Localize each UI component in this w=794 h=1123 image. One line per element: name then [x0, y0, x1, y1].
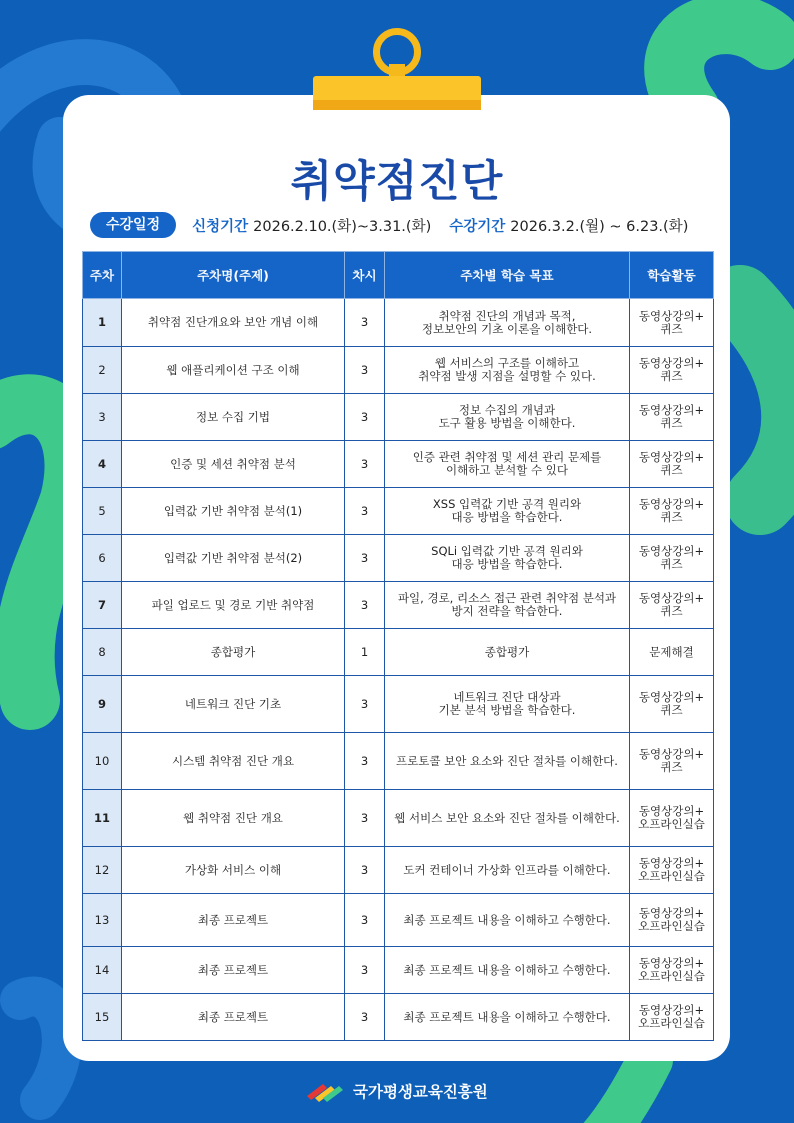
table-row	[83, 790, 714, 847]
activity-line: 퀴즈	[660, 604, 683, 618]
course-period-value: 2026.3.2.(월) ~ 6.23.(화)	[510, 218, 689, 235]
header-sessions: 차시	[345, 252, 385, 299]
week-cell: 10	[83, 733, 122, 790]
goal-line: 대응 방법을 학습한다.	[451, 557, 563, 571]
goal-line: 파일, 경로, 리소스 접근 관련 취약점 분석과	[397, 591, 617, 605]
goal-line: 네트워크 진단 대상과	[453, 690, 561, 704]
table-header-row	[83, 252, 714, 299]
goal-cell	[385, 994, 630, 1041]
activity-line: 퀴즈	[660, 463, 683, 477]
goal-cell	[385, 894, 630, 947]
activity-cell	[630, 441, 714, 488]
activity-line: 퀴즈	[660, 510, 683, 524]
week-cell: 11	[83, 790, 122, 847]
topic-cell: 시스템 취약점 진단 개요	[122, 733, 345, 790]
activity-line: 동영상강의+	[638, 1003, 705, 1017]
sessions-cell: 3	[345, 441, 385, 488]
sessions-cell: 3	[345, 947, 385, 994]
activity-cell	[630, 299, 714, 347]
table-row	[83, 582, 714, 629]
activity-line: 동영상강의+	[638, 956, 705, 970]
goal-cell	[385, 629, 630, 676]
sessions-cell: 3	[345, 790, 385, 847]
goal-line: 최종 프로젝트 내용을 이해하고 수행한다.	[403, 962, 611, 977]
goal-line: 도커 컨테이너 가상화 인프라를 이해한다.	[403, 862, 611, 877]
week-cell: 8	[83, 629, 122, 676]
goal-line: 정보보안의 기초 이론을 이해한다.	[421, 321, 593, 336]
nile-logo-icon	[305, 1080, 345, 1102]
goal-cell	[385, 488, 630, 535]
activity-line: 동영상강의+	[638, 497, 705, 511]
sessions-cell: 3	[345, 894, 385, 947]
activity-line: 동영상강의+	[638, 591, 705, 605]
goal-cell	[385, 582, 630, 629]
goal-line: 취약점 진단의 개념과 목적,	[438, 308, 576, 323]
activity-line: 퀴즈	[660, 369, 683, 383]
clip-bar-edge	[313, 100, 481, 110]
goal-line: 방지 전략을 학습한다.	[451, 604, 563, 618]
header-topic: 주차명(주제)	[122, 252, 345, 299]
activity-cell	[630, 994, 714, 1041]
goal-line: 정보 수집의 개념과	[458, 403, 556, 417]
goal-cell	[385, 441, 630, 488]
goal-cell	[385, 676, 630, 733]
footer	[305, 1076, 488, 1106]
activity-line: 오프라인실습	[638, 817, 705, 831]
goal-cell	[385, 847, 630, 894]
activity-line: 동영상강의+	[638, 544, 705, 558]
goal-line: 취약점 발생 지점을 설명할 수 있다.	[418, 369, 596, 383]
activity-line: 동영상강의+	[638, 308, 705, 323]
goal-line: 종합평가	[484, 644, 530, 659]
week-cell: 1	[83, 299, 122, 347]
topic-cell: 취약점 진단개요와 보안 개념 이해	[122, 299, 345, 347]
goal-line: 도구 활용 방법을 이해한다.	[438, 416, 576, 430]
table-row	[83, 733, 714, 790]
page-title: 취약점진단	[290, 157, 504, 207]
sessions-cell: 3	[345, 394, 385, 441]
curriculum-table	[82, 251, 714, 1041]
apply-period-value: 2026.2.10.(화)~3.31.(화)	[253, 218, 432, 235]
activity-line: 동영상강의+	[638, 856, 705, 870]
goal-cell	[385, 394, 630, 441]
week-cell: 14	[83, 947, 122, 994]
topic-cell: 최종 프로젝트	[122, 994, 345, 1041]
topic-cell: 최종 프로젝트	[122, 947, 345, 994]
activity-cell	[630, 347, 714, 394]
week-cell: 5	[83, 488, 122, 535]
week-cell: 4	[83, 441, 122, 488]
topic-cell: 웹 애플리케이션 구조 이해	[122, 347, 345, 394]
week-cell: 2	[83, 347, 122, 394]
activity-cell	[630, 847, 714, 894]
schedule-row	[90, 212, 688, 238]
goal-line: SQLi 입력값 기반 공격 원리와	[431, 544, 583, 558]
sessions-cell: 3	[345, 488, 385, 535]
activity-cell	[630, 629, 714, 676]
activity-line: 동영상강의+	[638, 906, 705, 920]
activity-line: 퀴즈	[660, 703, 683, 717]
activity-line: 퀴즈	[660, 321, 683, 336]
activity-line: 동영상강의+	[638, 356, 705, 370]
sessions-cell: 3	[345, 347, 385, 394]
topic-cell: 파일 업로드 및 경로 기반 취약점	[122, 582, 345, 629]
activity-line: 퀴즈	[660, 557, 683, 571]
sessions-cell: 3	[345, 676, 385, 733]
table-row	[83, 299, 714, 347]
goal-line: 최종 프로젝트 내용을 이해하고 수행한다.	[403, 912, 611, 927]
goal-cell	[385, 790, 630, 847]
activity-cell	[630, 790, 714, 847]
sessions-cell: 3	[345, 582, 385, 629]
table-row	[83, 347, 714, 394]
activity-cell	[630, 947, 714, 994]
goal-line: 웹 서비스의 구조를 이해하고	[434, 356, 580, 370]
topic-cell: 정보 수집 기법	[122, 394, 345, 441]
topic-cell: 가상화 서비스 이해	[122, 847, 345, 894]
goal-line: 웹 서비스 보안 요소와 진단 절차를 이해한다.	[394, 810, 620, 825]
course-period-label: 수강기간	[449, 218, 506, 235]
table-body	[83, 299, 714, 1041]
activity-line: 오프라인실습	[638, 869, 705, 883]
goal-line: XSS 입력값 기반 공격 원리와	[432, 497, 582, 511]
week-cell: 3	[83, 394, 122, 441]
goal-cell	[385, 535, 630, 582]
week-cell: 6	[83, 535, 122, 582]
table-row	[83, 488, 714, 535]
goal-line: 최종 프로젝트 내용을 이해하고 수행한다.	[403, 1009, 611, 1024]
sessions-cell: 3	[345, 847, 385, 894]
clip-neck	[389, 64, 405, 76]
sessions-cell: 3	[345, 535, 385, 582]
topic-cell: 인증 및 세션 취약점 분석	[122, 441, 345, 488]
table-row	[83, 441, 714, 488]
header-activity: 학습활동	[630, 252, 714, 299]
goal-line: 대응 방법을 학습한다.	[451, 510, 563, 524]
activity-line: 퀴즈	[660, 416, 683, 430]
topic-cell: 최종 프로젝트	[122, 894, 345, 947]
goal-cell	[385, 347, 630, 394]
topic-cell: 네트워크 진단 기초	[122, 676, 345, 733]
week-cell: 9	[83, 676, 122, 733]
week-cell: 15	[83, 994, 122, 1041]
goal-line: 인증 관련 취약점 및 세션 관리 문제를	[412, 450, 602, 464]
apply-period-label: 신청기간	[192, 218, 249, 235]
sessions-cell: 1	[345, 629, 385, 676]
goal-cell	[385, 947, 630, 994]
goal-line: 기본 분석 방법을 학습한다.	[438, 703, 576, 717]
goal-cell	[385, 733, 630, 790]
table-row	[83, 947, 714, 994]
activity-cell	[630, 676, 714, 733]
activity-line: 오프라인실습	[638, 969, 705, 983]
activity-line: 동영상강의+	[638, 450, 705, 464]
activity-line: 동영상강의+	[638, 690, 705, 704]
activity-line: 오프라인실습	[638, 1016, 705, 1030]
week-cell: 13	[83, 894, 122, 947]
week-cell: 7	[83, 582, 122, 629]
topic-cell: 웹 취약점 진단 개요	[122, 790, 345, 847]
activity-line: 동영상강의+	[638, 403, 705, 417]
table-row	[83, 676, 714, 733]
activity-cell	[630, 488, 714, 535]
sessions-cell: 3	[345, 733, 385, 790]
header-goal: 주차별 학습 목표	[385, 252, 630, 299]
goal-line: 프로토콜 보안 요소와 진단 절차를 이해한다.	[396, 753, 618, 768]
activity-line: 오프라인실습	[638, 919, 705, 933]
goal-line: 이해하고 분석할 수 있다	[445, 463, 569, 477]
activity-line: 동영상강의+	[638, 804, 705, 818]
topic-cell: 입력값 기반 취약점 분석(1)	[122, 488, 345, 535]
schedule-badge: 수강일정	[90, 212, 176, 238]
table-row	[83, 394, 714, 441]
org-name: 국가평생교육진흥원	[353, 1083, 488, 1101]
topic-cell: 종합평가	[122, 629, 345, 676]
activity-cell	[630, 582, 714, 629]
activity-line: 문제해결	[649, 644, 694, 659]
activity-cell	[630, 394, 714, 441]
table-row	[83, 894, 714, 947]
activity-cell	[630, 733, 714, 790]
activity-cell	[630, 535, 714, 582]
topic-cell: 입력값 기반 취약점 분석(2)	[122, 535, 345, 582]
goal-cell	[385, 299, 630, 347]
table-row	[83, 629, 714, 676]
table-row	[83, 847, 714, 894]
activity-cell	[630, 894, 714, 947]
week-cell: 12	[83, 847, 122, 894]
activity-line: 퀴즈	[660, 760, 683, 774]
sessions-cell: 3	[345, 299, 385, 347]
table-row	[83, 535, 714, 582]
table-row	[83, 994, 714, 1041]
header-week: 주차	[83, 252, 122, 299]
activity-line: 동영상강의+	[638, 747, 705, 761]
sessions-cell: 3	[345, 994, 385, 1041]
